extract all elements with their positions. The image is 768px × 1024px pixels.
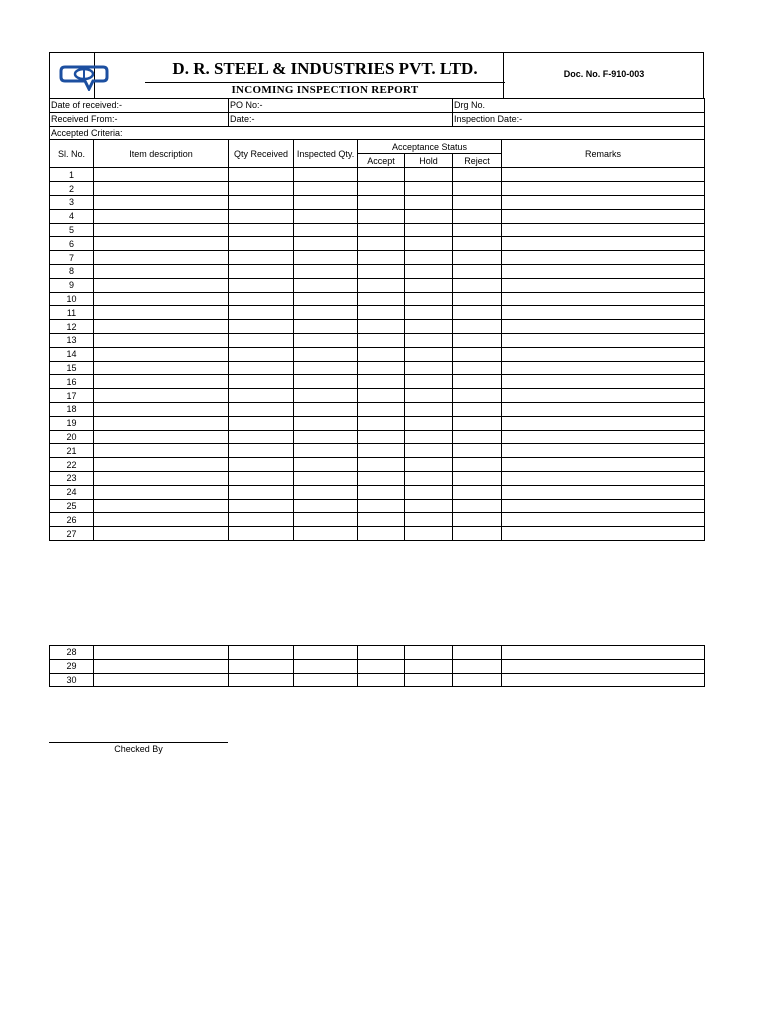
reject-cell[interactable] bbox=[453, 251, 502, 265]
qty-received-cell[interactable] bbox=[229, 527, 294, 541]
reject-cell[interactable] bbox=[453, 292, 502, 306]
accepted-criteria-field[interactable]: Accepted Criteria: bbox=[50, 126, 705, 140]
hold-cell[interactable] bbox=[405, 402, 453, 416]
inspected-qty-cell[interactable] bbox=[294, 499, 358, 513]
item-description-cell[interactable] bbox=[94, 527, 229, 541]
hold-cell[interactable] bbox=[405, 499, 453, 513]
table-row bbox=[50, 402, 705, 416]
accept-cell[interactable] bbox=[358, 223, 405, 237]
qty-received-cell[interactable] bbox=[229, 416, 294, 430]
table-row bbox=[50, 361, 705, 375]
item-description-cell[interactable] bbox=[94, 659, 229, 673]
accept-cell[interactable] bbox=[358, 673, 405, 687]
hold-cell[interactable] bbox=[405, 223, 453, 237]
inspected-qty-cell[interactable] bbox=[294, 458, 358, 472]
remarks-cell[interactable] bbox=[502, 673, 705, 687]
table-row bbox=[50, 278, 705, 292]
hold-cell[interactable] bbox=[405, 645, 453, 659]
hold-cell[interactable] bbox=[405, 527, 453, 541]
item-description-cell[interactable] bbox=[94, 402, 229, 416]
remarks-cell[interactable] bbox=[502, 485, 705, 499]
remarks-cell[interactable] bbox=[502, 430, 705, 444]
accept-cell[interactable] bbox=[358, 361, 405, 375]
inspection-form bbox=[49, 52, 704, 687]
drg-number-field[interactable]: Drg No. bbox=[453, 99, 705, 113]
table-row bbox=[50, 527, 705, 541]
qty-received-cell[interactable] bbox=[229, 223, 294, 237]
item-description-cell[interactable] bbox=[94, 195, 229, 209]
item-description-cell[interactable] bbox=[94, 306, 229, 320]
sl-no-cell: 24 bbox=[50, 485, 94, 499]
table-row bbox=[50, 264, 705, 278]
header-hold: Hold bbox=[405, 154, 453, 168]
item-description-cell[interactable] bbox=[94, 168, 229, 182]
inspected-qty-cell[interactable] bbox=[294, 444, 358, 458]
table-row bbox=[50, 182, 705, 196]
sl-no-cell: 7 bbox=[50, 251, 94, 265]
table-row bbox=[50, 499, 705, 513]
item-description-cell[interactable] bbox=[94, 278, 229, 292]
inspected-qty-cell[interactable] bbox=[294, 278, 358, 292]
hold-cell[interactable] bbox=[405, 347, 453, 361]
remarks-cell[interactable] bbox=[502, 251, 705, 265]
hold-cell[interactable] bbox=[405, 333, 453, 347]
qty-received-cell[interactable] bbox=[229, 292, 294, 306]
header-accept: Accept bbox=[358, 154, 405, 168]
reject-cell[interactable] bbox=[453, 347, 502, 361]
sl-no-cell: 9 bbox=[50, 278, 94, 292]
doc-number: Doc. No. F-910-003 bbox=[563, 69, 645, 79]
qty-received-cell[interactable] bbox=[229, 333, 294, 347]
item-description-cell[interactable] bbox=[94, 499, 229, 513]
reject-cell[interactable] bbox=[453, 402, 502, 416]
accept-cell[interactable] bbox=[358, 306, 405, 320]
hold-cell[interactable] bbox=[405, 361, 453, 375]
hold-cell[interactable] bbox=[405, 513, 453, 527]
remarks-cell[interactable] bbox=[502, 444, 705, 458]
sl-no-cell: 16 bbox=[50, 375, 94, 389]
reject-cell[interactable] bbox=[453, 458, 502, 472]
accept-cell[interactable] bbox=[358, 389, 405, 403]
inspected-qty-cell[interactable] bbox=[294, 416, 358, 430]
doc-number-cell bbox=[503, 53, 704, 98]
inspected-qty-cell[interactable] bbox=[294, 237, 358, 251]
company-name: D. R. STEEL & INDUSTRIES PVT. LTD. bbox=[172, 59, 478, 78]
hold-cell[interactable] bbox=[405, 458, 453, 472]
remarks-cell[interactable] bbox=[502, 347, 705, 361]
item-description-cell[interactable] bbox=[94, 182, 229, 196]
item-description-cell[interactable] bbox=[94, 223, 229, 237]
reject-cell[interactable] bbox=[453, 645, 502, 659]
sl-no-cell: 26 bbox=[50, 513, 94, 527]
header-qty-received: Qty Received bbox=[229, 140, 294, 168]
reject-cell[interactable] bbox=[453, 485, 502, 499]
item-description-cell[interactable] bbox=[94, 251, 229, 265]
hold-cell[interactable] bbox=[405, 209, 453, 223]
reject-cell[interactable] bbox=[453, 513, 502, 527]
sl-no-cell: 14 bbox=[50, 347, 94, 361]
date-received-field[interactable]: Date of received:- bbox=[50, 99, 229, 113]
qty-received-cell[interactable] bbox=[229, 499, 294, 513]
inspection-table bbox=[49, 98, 705, 687]
item-description-cell[interactable] bbox=[94, 444, 229, 458]
table-row bbox=[50, 237, 705, 251]
sl-no-cell: 20 bbox=[50, 430, 94, 444]
qty-received-cell[interactable] bbox=[229, 673, 294, 687]
remarks-cell[interactable] bbox=[502, 237, 705, 251]
inspected-qty-cell[interactable] bbox=[294, 430, 358, 444]
item-description-cell[interactable] bbox=[94, 237, 229, 251]
sl-no-cell: 25 bbox=[50, 499, 94, 513]
qty-received-cell[interactable] bbox=[229, 513, 294, 527]
item-description-cell[interactable] bbox=[94, 347, 229, 361]
qty-received-cell[interactable] bbox=[229, 168, 294, 182]
remarks-cell[interactable] bbox=[502, 320, 705, 334]
hold-cell[interactable] bbox=[405, 389, 453, 403]
item-description-cell[interactable] bbox=[94, 292, 229, 306]
sl-no-cell: 1 bbox=[50, 168, 94, 182]
remarks-cell[interactable] bbox=[502, 416, 705, 430]
accept-cell[interactable] bbox=[358, 375, 405, 389]
accept-cell[interactable] bbox=[358, 264, 405, 278]
accept-cell[interactable] bbox=[358, 278, 405, 292]
table-row bbox=[50, 320, 705, 334]
item-description-cell[interactable] bbox=[94, 485, 229, 499]
accept-cell[interactable] bbox=[358, 659, 405, 673]
accept-cell[interactable] bbox=[358, 402, 405, 416]
hold-cell[interactable] bbox=[405, 278, 453, 292]
reject-cell[interactable] bbox=[453, 527, 502, 541]
accept-cell[interactable] bbox=[358, 237, 405, 251]
hold-cell[interactable] bbox=[405, 168, 453, 182]
inspected-qty-cell[interactable] bbox=[294, 223, 358, 237]
table-row bbox=[50, 659, 705, 673]
accept-cell[interactable] bbox=[358, 444, 405, 458]
reject-cell[interactable] bbox=[453, 333, 502, 347]
qty-received-cell[interactable] bbox=[229, 361, 294, 375]
table-row bbox=[50, 223, 705, 237]
remarks-cell[interactable] bbox=[502, 264, 705, 278]
hold-cell[interactable] bbox=[405, 485, 453, 499]
remarks-cell[interactable] bbox=[502, 527, 705, 541]
inspected-qty-cell[interactable] bbox=[294, 347, 358, 361]
inspected-qty-cell[interactable] bbox=[294, 168, 358, 182]
hold-cell[interactable] bbox=[405, 444, 453, 458]
reject-cell[interactable] bbox=[453, 237, 502, 251]
item-description-cell[interactable] bbox=[94, 264, 229, 278]
header-inspected-qty: Inspected Qty. bbox=[294, 140, 358, 168]
received-from-field[interactable]: Received From:- bbox=[50, 112, 229, 126]
hold-cell[interactable] bbox=[405, 292, 453, 306]
qty-received-cell[interactable] bbox=[229, 430, 294, 444]
reject-cell[interactable] bbox=[453, 471, 502, 485]
remarks-cell[interactable] bbox=[502, 278, 705, 292]
qty-received-cell[interactable] bbox=[229, 645, 294, 659]
header-acceptance-status: Acceptance Status bbox=[358, 140, 502, 154]
table-row bbox=[50, 485, 705, 499]
item-description-cell[interactable] bbox=[94, 471, 229, 485]
reject-cell[interactable] bbox=[453, 264, 502, 278]
item-description-cell[interactable] bbox=[94, 513, 229, 527]
remarks-cell[interactable] bbox=[502, 361, 705, 375]
signature-line bbox=[49, 742, 228, 743]
sl-no-cell: 27 bbox=[50, 527, 94, 541]
accept-cell[interactable] bbox=[358, 182, 405, 196]
qty-received-cell[interactable] bbox=[229, 458, 294, 472]
inspected-qty-cell[interactable] bbox=[294, 320, 358, 334]
accept-cell[interactable] bbox=[358, 499, 405, 513]
hold-cell[interactable] bbox=[405, 430, 453, 444]
remarks-cell[interactable] bbox=[502, 209, 705, 223]
item-description-cell[interactable] bbox=[94, 333, 229, 347]
qty-received-cell[interactable] bbox=[229, 444, 294, 458]
qty-received-cell[interactable] bbox=[229, 659, 294, 673]
reject-cell[interactable] bbox=[453, 444, 502, 458]
hold-cell[interactable] bbox=[405, 306, 453, 320]
remarks-cell[interactable] bbox=[502, 375, 705, 389]
sl-no-cell: 12 bbox=[50, 320, 94, 334]
item-description-cell[interactable] bbox=[94, 361, 229, 375]
reject-cell[interactable] bbox=[453, 223, 502, 237]
inspected-qty-cell[interactable] bbox=[294, 264, 358, 278]
sl-no-cell: 5 bbox=[50, 223, 94, 237]
sl-no-cell: 17 bbox=[50, 389, 94, 403]
sl-no-cell: 19 bbox=[50, 416, 94, 430]
qty-received-cell[interactable] bbox=[229, 347, 294, 361]
sl-no-cell: 10 bbox=[50, 292, 94, 306]
remarks-cell[interactable] bbox=[502, 645, 705, 659]
accept-cell[interactable] bbox=[358, 292, 405, 306]
accept-cell[interactable] bbox=[358, 195, 405, 209]
table-row bbox=[50, 209, 705, 223]
qty-received-cell[interactable] bbox=[229, 209, 294, 223]
sl-no-cell: 21 bbox=[50, 444, 94, 458]
table-row bbox=[50, 389, 705, 403]
header-reject: Reject bbox=[453, 154, 502, 168]
accept-cell[interactable] bbox=[358, 333, 405, 347]
report-title: INCOMING INSPECTION REPORT bbox=[231, 84, 419, 96]
qty-received-cell[interactable] bbox=[229, 237, 294, 251]
date-field[interactable]: Date:- bbox=[229, 112, 453, 126]
table-row bbox=[50, 645, 705, 659]
accept-cell[interactable] bbox=[358, 527, 405, 541]
qty-received-cell[interactable] bbox=[229, 320, 294, 334]
inspected-qty-cell[interactable] bbox=[294, 527, 358, 541]
hold-cell[interactable] bbox=[405, 416, 453, 430]
item-description-cell[interactable] bbox=[94, 389, 229, 403]
remarks-cell[interactable] bbox=[502, 402, 705, 416]
table-row bbox=[50, 195, 705, 209]
hold-cell[interactable] bbox=[405, 237, 453, 251]
item-description-cell[interactable] bbox=[94, 458, 229, 472]
sl-no-cell: 3 bbox=[50, 195, 94, 209]
accept-cell[interactable] bbox=[358, 645, 405, 659]
qty-received-cell[interactable] bbox=[229, 278, 294, 292]
hold-cell[interactable] bbox=[405, 673, 453, 687]
reject-cell[interactable] bbox=[453, 168, 502, 182]
table-row bbox=[50, 333, 705, 347]
hold-cell[interactable] bbox=[405, 195, 453, 209]
item-description-cell[interactable] bbox=[94, 375, 229, 389]
table-row bbox=[50, 430, 705, 444]
table-row bbox=[50, 673, 705, 687]
reject-cell[interactable] bbox=[453, 361, 502, 375]
inspected-qty-cell[interactable] bbox=[294, 209, 358, 223]
hold-cell[interactable] bbox=[405, 182, 453, 196]
sl-no-cell: 8 bbox=[50, 264, 94, 278]
table-row bbox=[50, 306, 705, 320]
hold-cell[interactable] bbox=[405, 375, 453, 389]
inspected-qty-cell[interactable] bbox=[294, 361, 358, 375]
table-row bbox=[50, 168, 705, 182]
inspected-qty-cell[interactable] bbox=[294, 645, 358, 659]
item-description-cell[interactable] bbox=[94, 673, 229, 687]
header-sl-no: Sl. No. bbox=[50, 140, 94, 168]
table-row bbox=[50, 444, 705, 458]
reject-cell[interactable] bbox=[453, 416, 502, 430]
reject-cell[interactable] bbox=[453, 306, 502, 320]
qty-received-cell[interactable] bbox=[229, 471, 294, 485]
po-number-field[interactable]: PO No:- bbox=[229, 99, 453, 113]
sl-no-cell: 13 bbox=[50, 333, 94, 347]
item-description-cell[interactable] bbox=[94, 320, 229, 334]
sl-no-cell: 23 bbox=[50, 471, 94, 485]
reject-cell[interactable] bbox=[453, 673, 502, 687]
inspected-qty-cell[interactable] bbox=[294, 375, 358, 389]
inspected-qty-cell[interactable] bbox=[294, 389, 358, 403]
inspected-qty-cell[interactable] bbox=[294, 402, 358, 416]
reject-cell[interactable] bbox=[453, 278, 502, 292]
qty-received-cell[interactable] bbox=[229, 485, 294, 499]
sl-no-cell: 29 bbox=[50, 659, 94, 673]
table-row bbox=[50, 251, 705, 265]
hold-cell[interactable] bbox=[405, 264, 453, 278]
inspected-qty-cell[interactable] bbox=[294, 471, 358, 485]
company-logo-icon bbox=[59, 65, 109, 91]
remarks-cell[interactable] bbox=[502, 333, 705, 347]
reject-cell[interactable] bbox=[453, 320, 502, 334]
remarks-cell[interactable] bbox=[502, 513, 705, 527]
item-description-cell[interactable] bbox=[94, 416, 229, 430]
table-row bbox=[50, 458, 705, 472]
accept-cell[interactable] bbox=[358, 320, 405, 334]
table-row bbox=[50, 292, 705, 306]
item-description-cell[interactable] bbox=[94, 209, 229, 223]
table-row bbox=[50, 416, 705, 430]
table-row bbox=[50, 347, 705, 361]
remarks-cell[interactable] bbox=[502, 168, 705, 182]
header-remarks: Remarks bbox=[502, 140, 705, 168]
hold-cell[interactable] bbox=[405, 320, 453, 334]
accept-cell[interactable] bbox=[358, 458, 405, 472]
inspected-qty-cell[interactable] bbox=[294, 513, 358, 527]
inspected-qty-cell[interactable] bbox=[294, 485, 358, 499]
inspection-date-field[interactable]: Inspection Date:- bbox=[453, 112, 705, 126]
table-row bbox=[50, 513, 705, 527]
sl-no-cell: 18 bbox=[50, 402, 94, 416]
remarks-cell[interactable] bbox=[502, 458, 705, 472]
item-description-cell[interactable] bbox=[94, 430, 229, 444]
remarks-cell[interactable] bbox=[502, 292, 705, 306]
sl-no-cell: 28 bbox=[50, 645, 94, 659]
accept-cell[interactable] bbox=[358, 209, 405, 223]
inspected-qty-cell[interactable] bbox=[294, 333, 358, 347]
inspected-qty-cell[interactable] bbox=[294, 251, 358, 265]
reject-cell[interactable] bbox=[453, 195, 502, 209]
sl-no-cell: 6 bbox=[50, 237, 94, 251]
checked-by-label: Checked By bbox=[114, 744, 163, 754]
accept-cell[interactable] bbox=[358, 471, 405, 485]
sl-no-cell: 30 bbox=[50, 673, 94, 687]
remarks-cell[interactable] bbox=[502, 195, 705, 209]
accept-cell[interactable] bbox=[358, 416, 405, 430]
remarks-cell[interactable] bbox=[502, 389, 705, 403]
qty-received-cell[interactable] bbox=[229, 182, 294, 196]
accept-cell[interactable] bbox=[358, 485, 405, 499]
accept-cell[interactable] bbox=[358, 513, 405, 527]
hold-cell[interactable] bbox=[405, 251, 453, 265]
inspected-qty-cell[interactable] bbox=[294, 659, 358, 673]
qty-received-cell[interactable] bbox=[229, 389, 294, 403]
spacer-row bbox=[50, 540, 705, 645]
table-row bbox=[50, 375, 705, 389]
reject-cell[interactable] bbox=[453, 182, 502, 196]
remarks-cell[interactable] bbox=[502, 223, 705, 237]
sl-no-cell: 2 bbox=[50, 182, 94, 196]
sl-no-cell: 11 bbox=[50, 306, 94, 320]
qty-received-cell[interactable] bbox=[229, 375, 294, 389]
qty-received-cell[interactable] bbox=[229, 264, 294, 278]
remarks-cell[interactable] bbox=[502, 471, 705, 485]
sl-no-cell: 4 bbox=[50, 209, 94, 223]
sl-no-cell: 22 bbox=[50, 458, 94, 472]
reject-cell[interactable] bbox=[453, 499, 502, 513]
form-header bbox=[49, 52, 704, 98]
item-description-cell[interactable] bbox=[94, 645, 229, 659]
remarks-cell[interactable] bbox=[502, 499, 705, 513]
accept-cell[interactable] bbox=[358, 251, 405, 265]
reject-cell[interactable] bbox=[453, 430, 502, 444]
table-row bbox=[50, 471, 705, 485]
accept-cell[interactable] bbox=[358, 347, 405, 361]
spacer-cell bbox=[50, 540, 705, 645]
qty-received-cell[interactable] bbox=[229, 251, 294, 265]
qty-received-cell[interactable] bbox=[229, 402, 294, 416]
qty-received-cell[interactable] bbox=[229, 195, 294, 209]
inspected-qty-cell[interactable] bbox=[294, 292, 358, 306]
remarks-cell[interactable] bbox=[502, 659, 705, 673]
hold-cell[interactable] bbox=[405, 659, 453, 673]
remarks-cell[interactable] bbox=[502, 306, 705, 320]
reject-cell[interactable] bbox=[453, 659, 502, 673]
inspected-qty-cell[interactable] bbox=[294, 306, 358, 320]
inspected-qty-cell[interactable] bbox=[294, 182, 358, 196]
remarks-cell[interactable] bbox=[502, 182, 705, 196]
header-item-description: Item description bbox=[94, 140, 229, 168]
hold-cell[interactable] bbox=[405, 471, 453, 485]
inspected-qty-cell[interactable] bbox=[294, 195, 358, 209]
inspected-qty-cell[interactable] bbox=[294, 673, 358, 687]
qty-received-cell[interactable] bbox=[229, 306, 294, 320]
accept-cell[interactable] bbox=[358, 168, 405, 182]
reject-cell[interactable] bbox=[453, 375, 502, 389]
reject-cell[interactable] bbox=[453, 389, 502, 403]
reject-cell[interactable] bbox=[453, 209, 502, 223]
sl-no-cell: 15 bbox=[50, 361, 94, 375]
accept-cell[interactable] bbox=[358, 430, 405, 444]
